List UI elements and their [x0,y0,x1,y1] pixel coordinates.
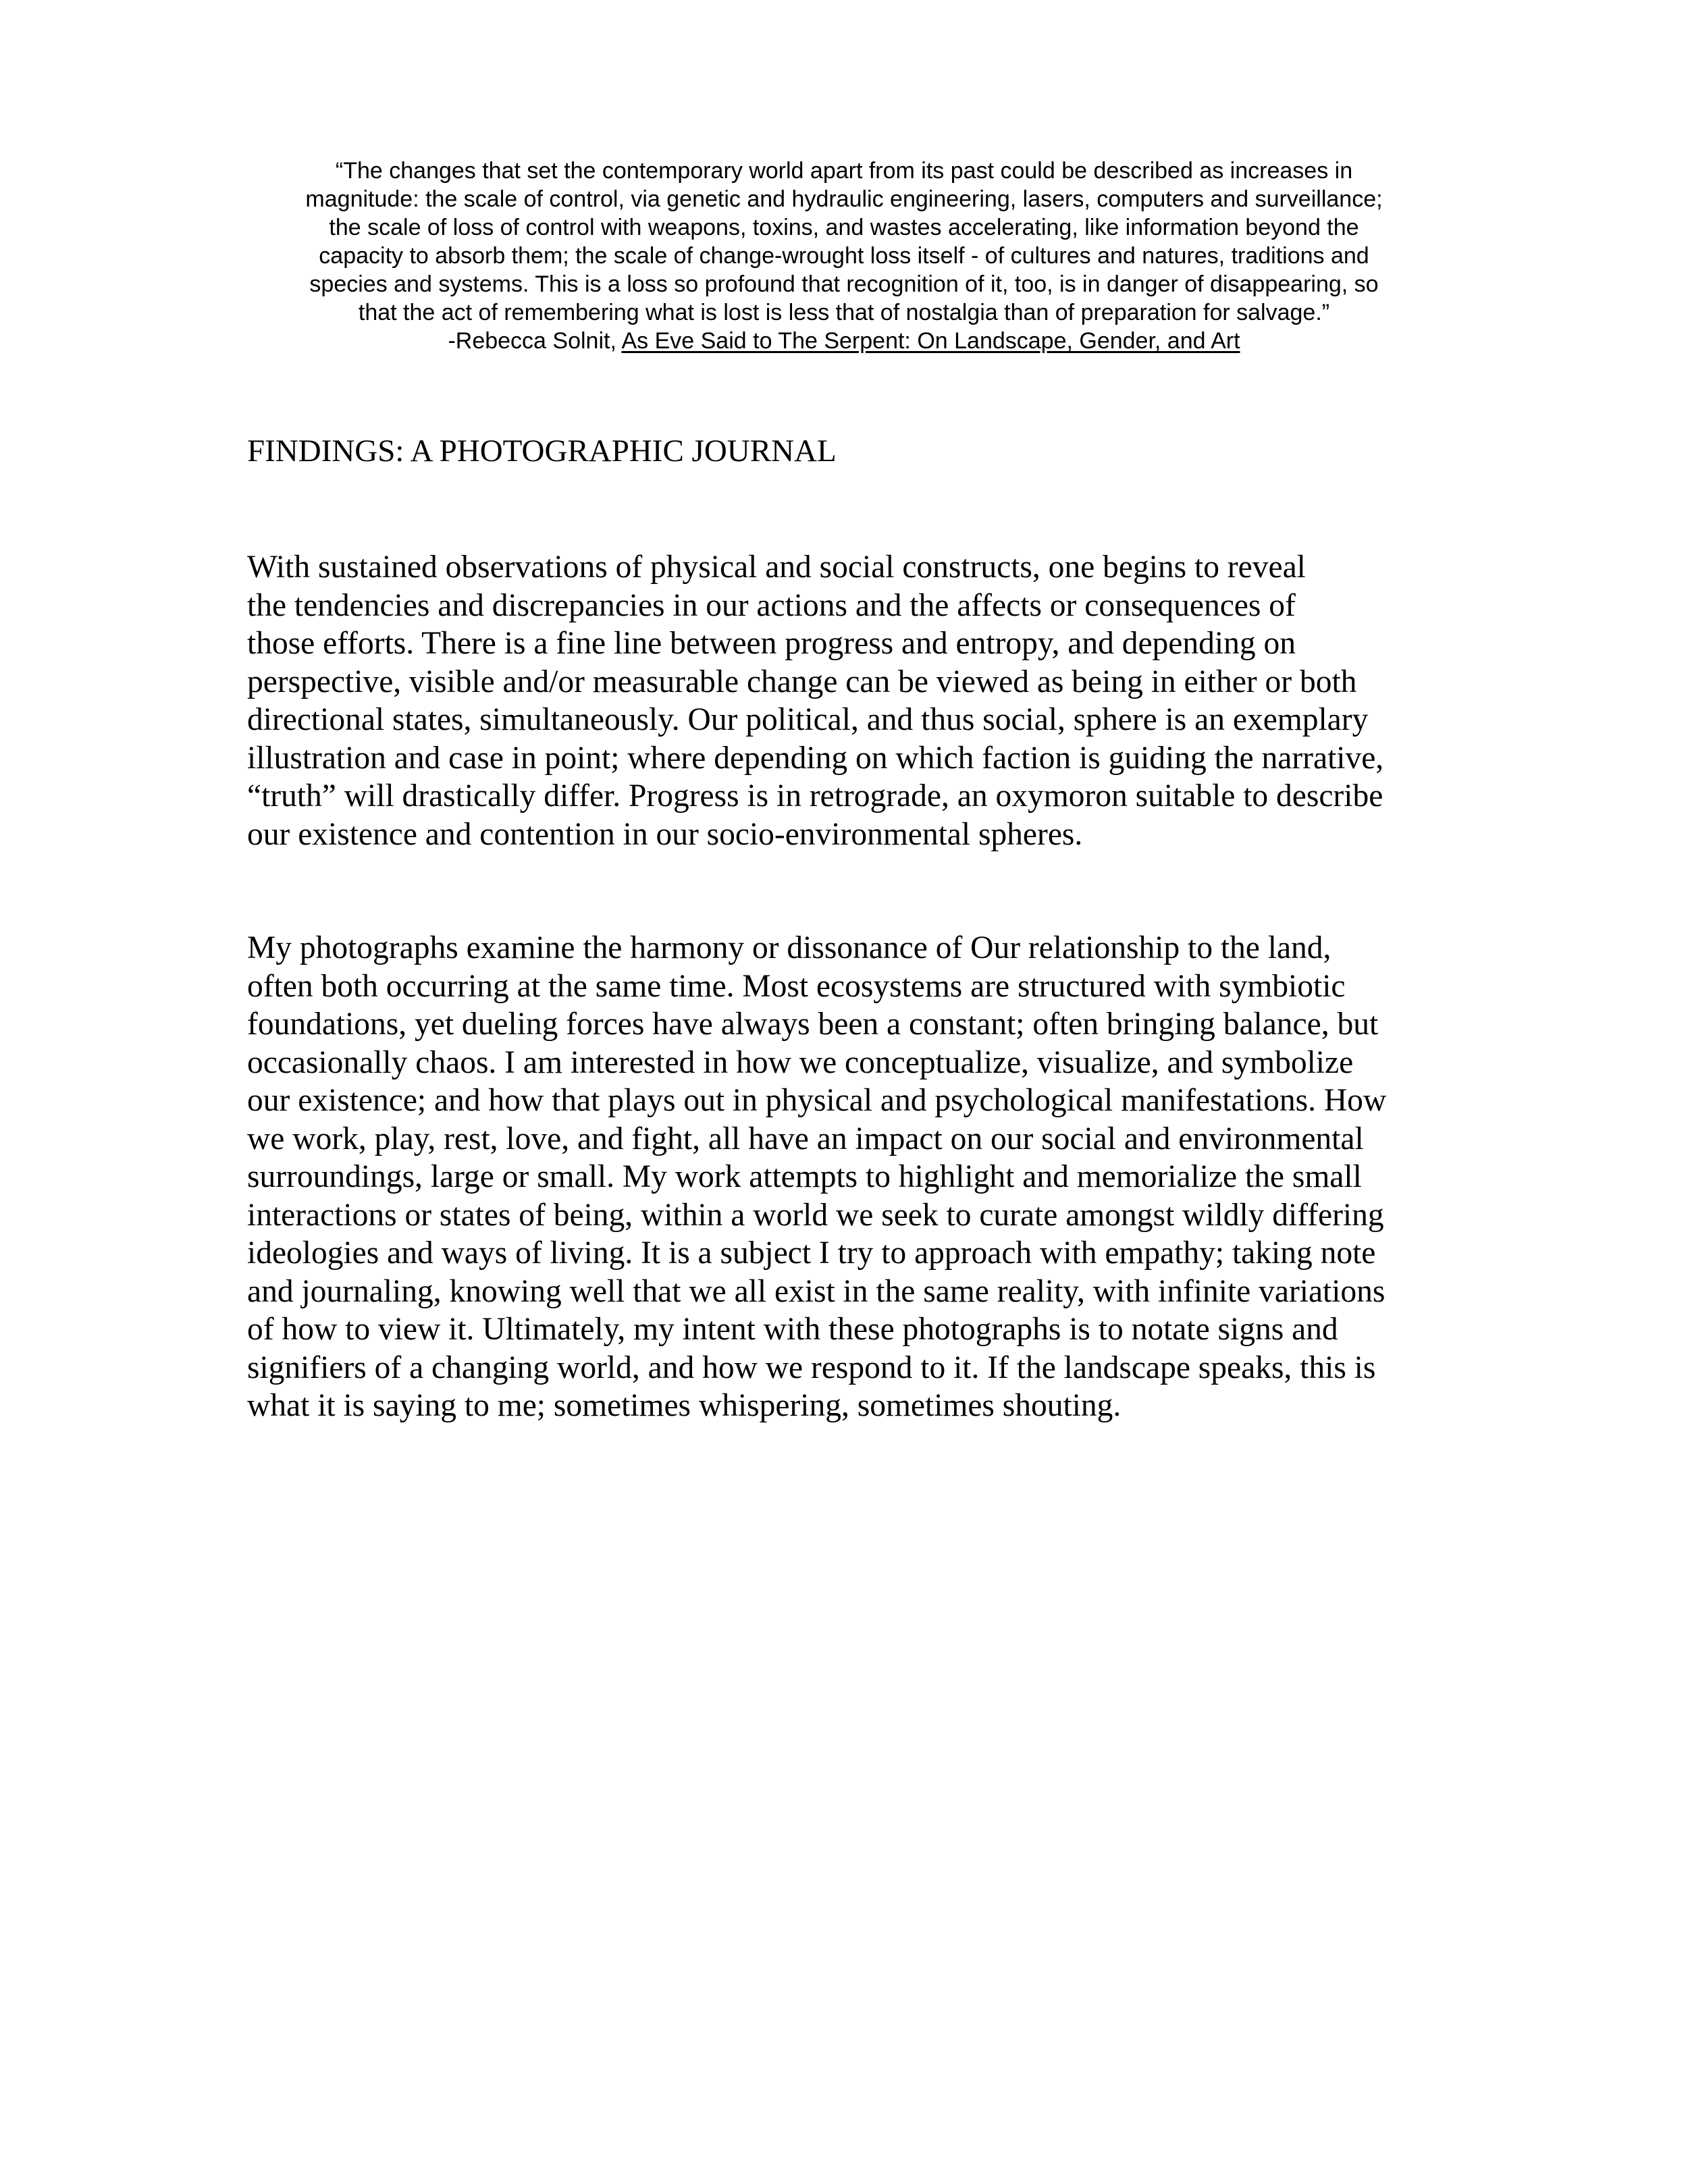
paragraph-line: signifiers of a changing world, and how we respond to it. If the landscape speaks, this is [247,1350,1376,1385]
epigraph-line: magnitude: the scale of control, via genetic and hydraulic engineering, lasers, computers and surveillance; [305,186,1383,212]
paragraph-line: our existence; and how that plays out in physical and psychological manifestations. How [247,1083,1387,1118]
attribution-author: -Rebecca Solnit, [448,328,622,354]
paragraph-line: and journaling, knowing well that we all exist in the same reality, with infinite variations [247,1273,1386,1309]
epigraph-quote [223,157,1465,355]
paragraph-line: My photographs examine the harmony or dissonance of Our relationship to the land, [247,930,1331,965]
paragraph-line: the tendencies and discrepancies in our actions and the affects or consequences of [247,587,1296,623]
epigraph-line: capacity to absorb them; the scale of change-wrought loss itself - of cultures and natures, traditions and [319,243,1369,269]
paragraph-line: With sustained observations of physical and social constructs, one begins to reveal [247,550,1306,585]
page-title: FINDINGS: A PHOTOGRAPHIC JOURNAL [247,433,837,469]
epigraph-line: the scale of loss of control with weapons, toxins, and wastes accelerating, like information beyond the [329,215,1359,240]
paragraph-line: surroundings, large or small. My work attempts to highlight and memorialize the small [247,1159,1362,1194]
paragraph-line: foundations, yet dueling forces have always been a constant; often bringing balance, but [247,1007,1379,1042]
paragraph-line: interactions or states of being, within a world we seek to curate amongst wildly differing [247,1197,1384,1233]
paragraph-line: we work, play, rest, love, and fight, all have an impact on our social and environmental [247,1121,1364,1156]
epigraph-line: “The changes that set the contemporary world apart from its past could be described as increases in [335,158,1353,184]
epigraph-line: that the act of remembering what is lost is less that of nostalgia than of preparation for salvage.” [358,300,1330,325]
epigraph-line: species and systems. This is a loss so profound that recognition of it, too, is in danger of disappearing, so [309,271,1379,297]
paragraph-line: what it is saying to me; sometimes whispering, sometimes shouting. [247,1388,1122,1423]
paragraph-line: directional states, simultaneously. Our political, and thus social, sphere is an exemplary [247,702,1369,737]
paragraph-line: perspective, visible and/or measurable change can be viewed as being in either or both [247,664,1357,699]
paragraph-line: often both occurring at the same time. Most ecosystems are structured with symbiotic [247,968,1346,1004]
paragraph-line: occasionally chaos. I am interested in how we conceptualize, visualize, and symbolize [247,1044,1354,1080]
paragraph-line: those efforts. There is a fine line between progress and entropy, and depending on [247,626,1296,661]
paragraph-line: “truth” will drastically differ. Progress is in retrograde, an oxymoron suitable to describe [247,778,1383,814]
paragraph-line: ideologies and ways of living. It is a subject I try to approach with empathy; taking note [247,1235,1376,1271]
paragraph-line: of how to view it. Ultimately, my intent with these photographs is to notate signs and [247,1312,1338,1347]
paragraph-line: illustration and case in point; where depending on which faction is guiding the narrative, [247,740,1384,776]
body-paragraph-1 [247,548,1462,853]
attribution-book-title: As Eve Said to The Serpent: On Landscape, Gender, and Art [621,328,1240,354]
epigraph-attribution [223,327,1465,355]
paragraph-line: our existence and contention in our socio-environmental spheres. [247,816,1083,852]
body-paragraph-2 [247,929,1462,1425]
